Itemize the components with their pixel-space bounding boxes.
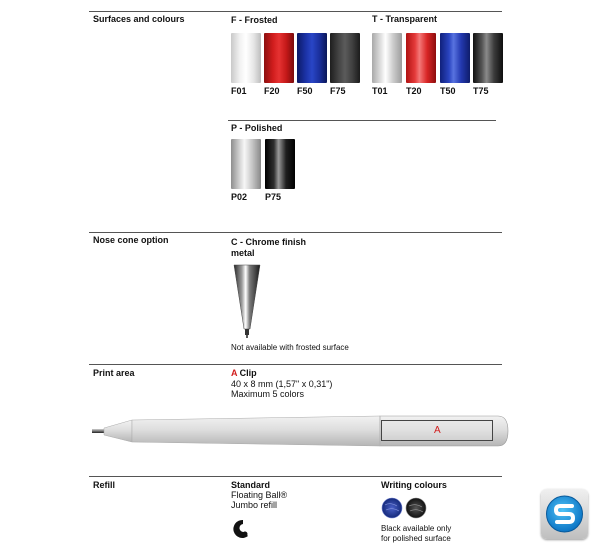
rule-polished [228,120,496,121]
section-nose: Nose cone option [93,235,169,245]
polished-swatches [231,139,297,189]
print-dimensions: 40 x 8 mm (1,57" x 0,31") [231,379,333,389]
writing-note-line2: for polished surface [381,534,451,543]
nose-header-line1: C - Chrome finish [231,237,307,247]
transparent-swatches [372,33,504,83]
rule-print [89,364,502,365]
rule-refill [89,476,502,477]
nose-note: Not available with frosted surface [231,343,349,352]
swatch-f50 [297,33,327,83]
section-print: Print area [93,368,135,378]
refill-line1: Floating Ball® [231,490,288,500]
code-t50: T50 [440,86,456,96]
print-area-label: A [434,425,441,436]
clip-letter: A [231,368,238,378]
code-f20: F20 [264,86,280,96]
code-p75: P75 [265,192,282,202]
frosted-header: F - Frosted [231,15,278,25]
brand-logo[interactable] [541,489,588,539]
code-f50: F50 [297,86,313,96]
swatch-t50 [440,33,470,83]
code-t20: T20 [406,86,422,96]
polished-header: P - Polished [231,123,283,133]
writing-note-line1: Black available only [381,524,452,533]
clip-title [231,368,257,378]
rule-nose [89,232,502,233]
swatch-t01 [372,33,402,83]
ink-black-swatch [405,497,427,519]
writing-colours-header: Writing colours [381,480,447,490]
clip-label: Clip [237,368,257,378]
print-max-colors: Maximum 5 colors [231,389,305,399]
section-surfaces: Surfaces and colours [93,14,185,24]
section-refill: Refill [93,480,116,490]
chrome-nose-cone-illustration [232,263,262,339]
code-f75: F75 [330,86,346,96]
floating-ball-logo-icon [231,518,251,540]
refill-standard-header: Standard [231,480,271,490]
code-t01: T01 [372,86,388,96]
nose-header-line2: metal [231,248,255,258]
refill-line2: Jumbo refill [231,500,278,510]
code-f01: F01 [231,86,247,96]
swatch-t20 [406,33,436,83]
rule-top [89,11,502,12]
ink-blue-swatch [381,497,403,519]
code-t75: T75 [473,86,489,96]
swatch-f20 [264,33,294,83]
frosted-swatches [231,33,363,83]
swatch-p75 [265,139,295,189]
swatch-f01 [231,33,261,83]
swatch-f75 [330,33,360,83]
code-p02: P02 [231,192,248,202]
transparent-header: T - Transparent [372,14,438,24]
swatch-t75 [473,33,503,83]
swatch-p02 [231,139,261,189]
brand-s-icon [541,489,588,539]
